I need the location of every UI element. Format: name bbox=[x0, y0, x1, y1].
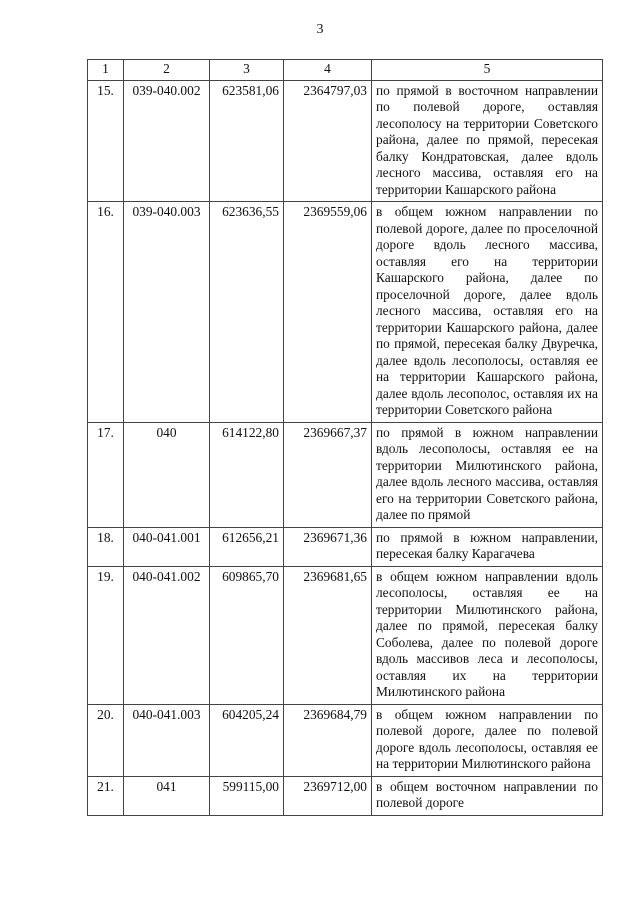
route-description: по прямой в южном направлении, пересекая балку Карагачева bbox=[372, 527, 603, 566]
coord-y: 2369559,06 bbox=[284, 202, 372, 423]
route-description: в общем южном направлении по полевой дороге, далее по проселочной дороге вдоль лесного массива, оставляя его на территории Кашарского района, далее по проселочной дороге, далее вдоль лесного массива, оставляя его на территории Кашарского района, далее по прямой, пересекая балку Двуречка, далее вдоль лесополосы, оставляя ее на территории Кашарского района, далее вдоль лесополос, оставляя их на территории Советского района bbox=[372, 202, 603, 423]
header-col-3: 3 bbox=[210, 60, 284, 81]
coord-y: 2369712,00 bbox=[284, 776, 372, 815]
point-id: 040-041.002 bbox=[124, 566, 210, 704]
boundary-table bbox=[87, 59, 603, 816]
header-col-2: 2 bbox=[124, 60, 210, 81]
point-id: 041 bbox=[124, 776, 210, 815]
row-number: 17. bbox=[88, 422, 124, 527]
table-row bbox=[88, 80, 603, 202]
row-number: 15. bbox=[88, 80, 124, 202]
coord-x: 623636,55 bbox=[210, 202, 284, 423]
coord-x: 623581,06 bbox=[210, 80, 284, 202]
row-number: 21. bbox=[88, 776, 124, 815]
route-description: в общем восточном направлении по полевой дороге bbox=[372, 776, 603, 815]
header-col-4: 4 bbox=[284, 60, 372, 81]
table-row bbox=[88, 202, 603, 423]
route-description: по прямой в восточном направлении по полевой дороге, оставляя лесополосу на территории Советского района, далее по прямой, пересекая балку Кондратовская, далее вдоль лесного массива, оставляя его на территории Кашарского района bbox=[372, 80, 603, 202]
coord-x: 609865,70 bbox=[210, 566, 284, 704]
point-id: 039-040.003 bbox=[124, 202, 210, 423]
row-number: 19. bbox=[88, 566, 124, 704]
row-number: 20. bbox=[88, 704, 124, 776]
route-description: по прямой в южном направлении вдоль лесополосы, оставляя ее на территории Милютинского района, далее вдоль лесного массива, оставляя его на территории Советского района, далее по прямой bbox=[372, 422, 603, 527]
coord-x: 612656,21 bbox=[210, 527, 284, 566]
point-id: 040 bbox=[124, 422, 210, 527]
coord-y: 2369684,79 bbox=[284, 704, 372, 776]
table-row bbox=[88, 527, 603, 566]
coord-x: 604205,24 bbox=[210, 704, 284, 776]
point-id: 040-041.003 bbox=[124, 704, 210, 776]
page-number: 3 bbox=[316, 22, 324, 37]
table-row bbox=[88, 704, 603, 776]
point-id: 040-041.001 bbox=[124, 527, 210, 566]
coord-y: 2369671,36 bbox=[284, 527, 372, 566]
route-description: в общем южном направлении вдоль лесополосы, оставляя ее на территории Милютинского района, далее по прямой, пересекая балку Соболева, далее по полевой дороге вдоль массивов леса и лесополосы, оставляя их на территории Милютинского района bbox=[372, 566, 603, 704]
header-col-5: 5 bbox=[372, 60, 603, 81]
table-row bbox=[88, 566, 603, 704]
table-row bbox=[88, 776, 603, 815]
table-row bbox=[88, 422, 603, 527]
coord-x: 599115,00 bbox=[210, 776, 284, 815]
point-id: 039-040.002 bbox=[124, 80, 210, 202]
coord-x: 614122,80 bbox=[210, 422, 284, 527]
header-row bbox=[88, 60, 603, 81]
header-col-1: 1 bbox=[88, 60, 124, 81]
route-description: в общем южном направлении по полевой дороге, далее по полевой дороге вдоль лесополосы, оставляя ее на территории Милютинского района bbox=[372, 704, 603, 776]
coord-y: 2369681,65 bbox=[284, 566, 372, 704]
row-number: 16. bbox=[88, 202, 124, 423]
coord-y: 2364797,03 bbox=[284, 80, 372, 202]
row-number: 18. bbox=[88, 527, 124, 566]
coord-y: 2369667,37 bbox=[284, 422, 372, 527]
